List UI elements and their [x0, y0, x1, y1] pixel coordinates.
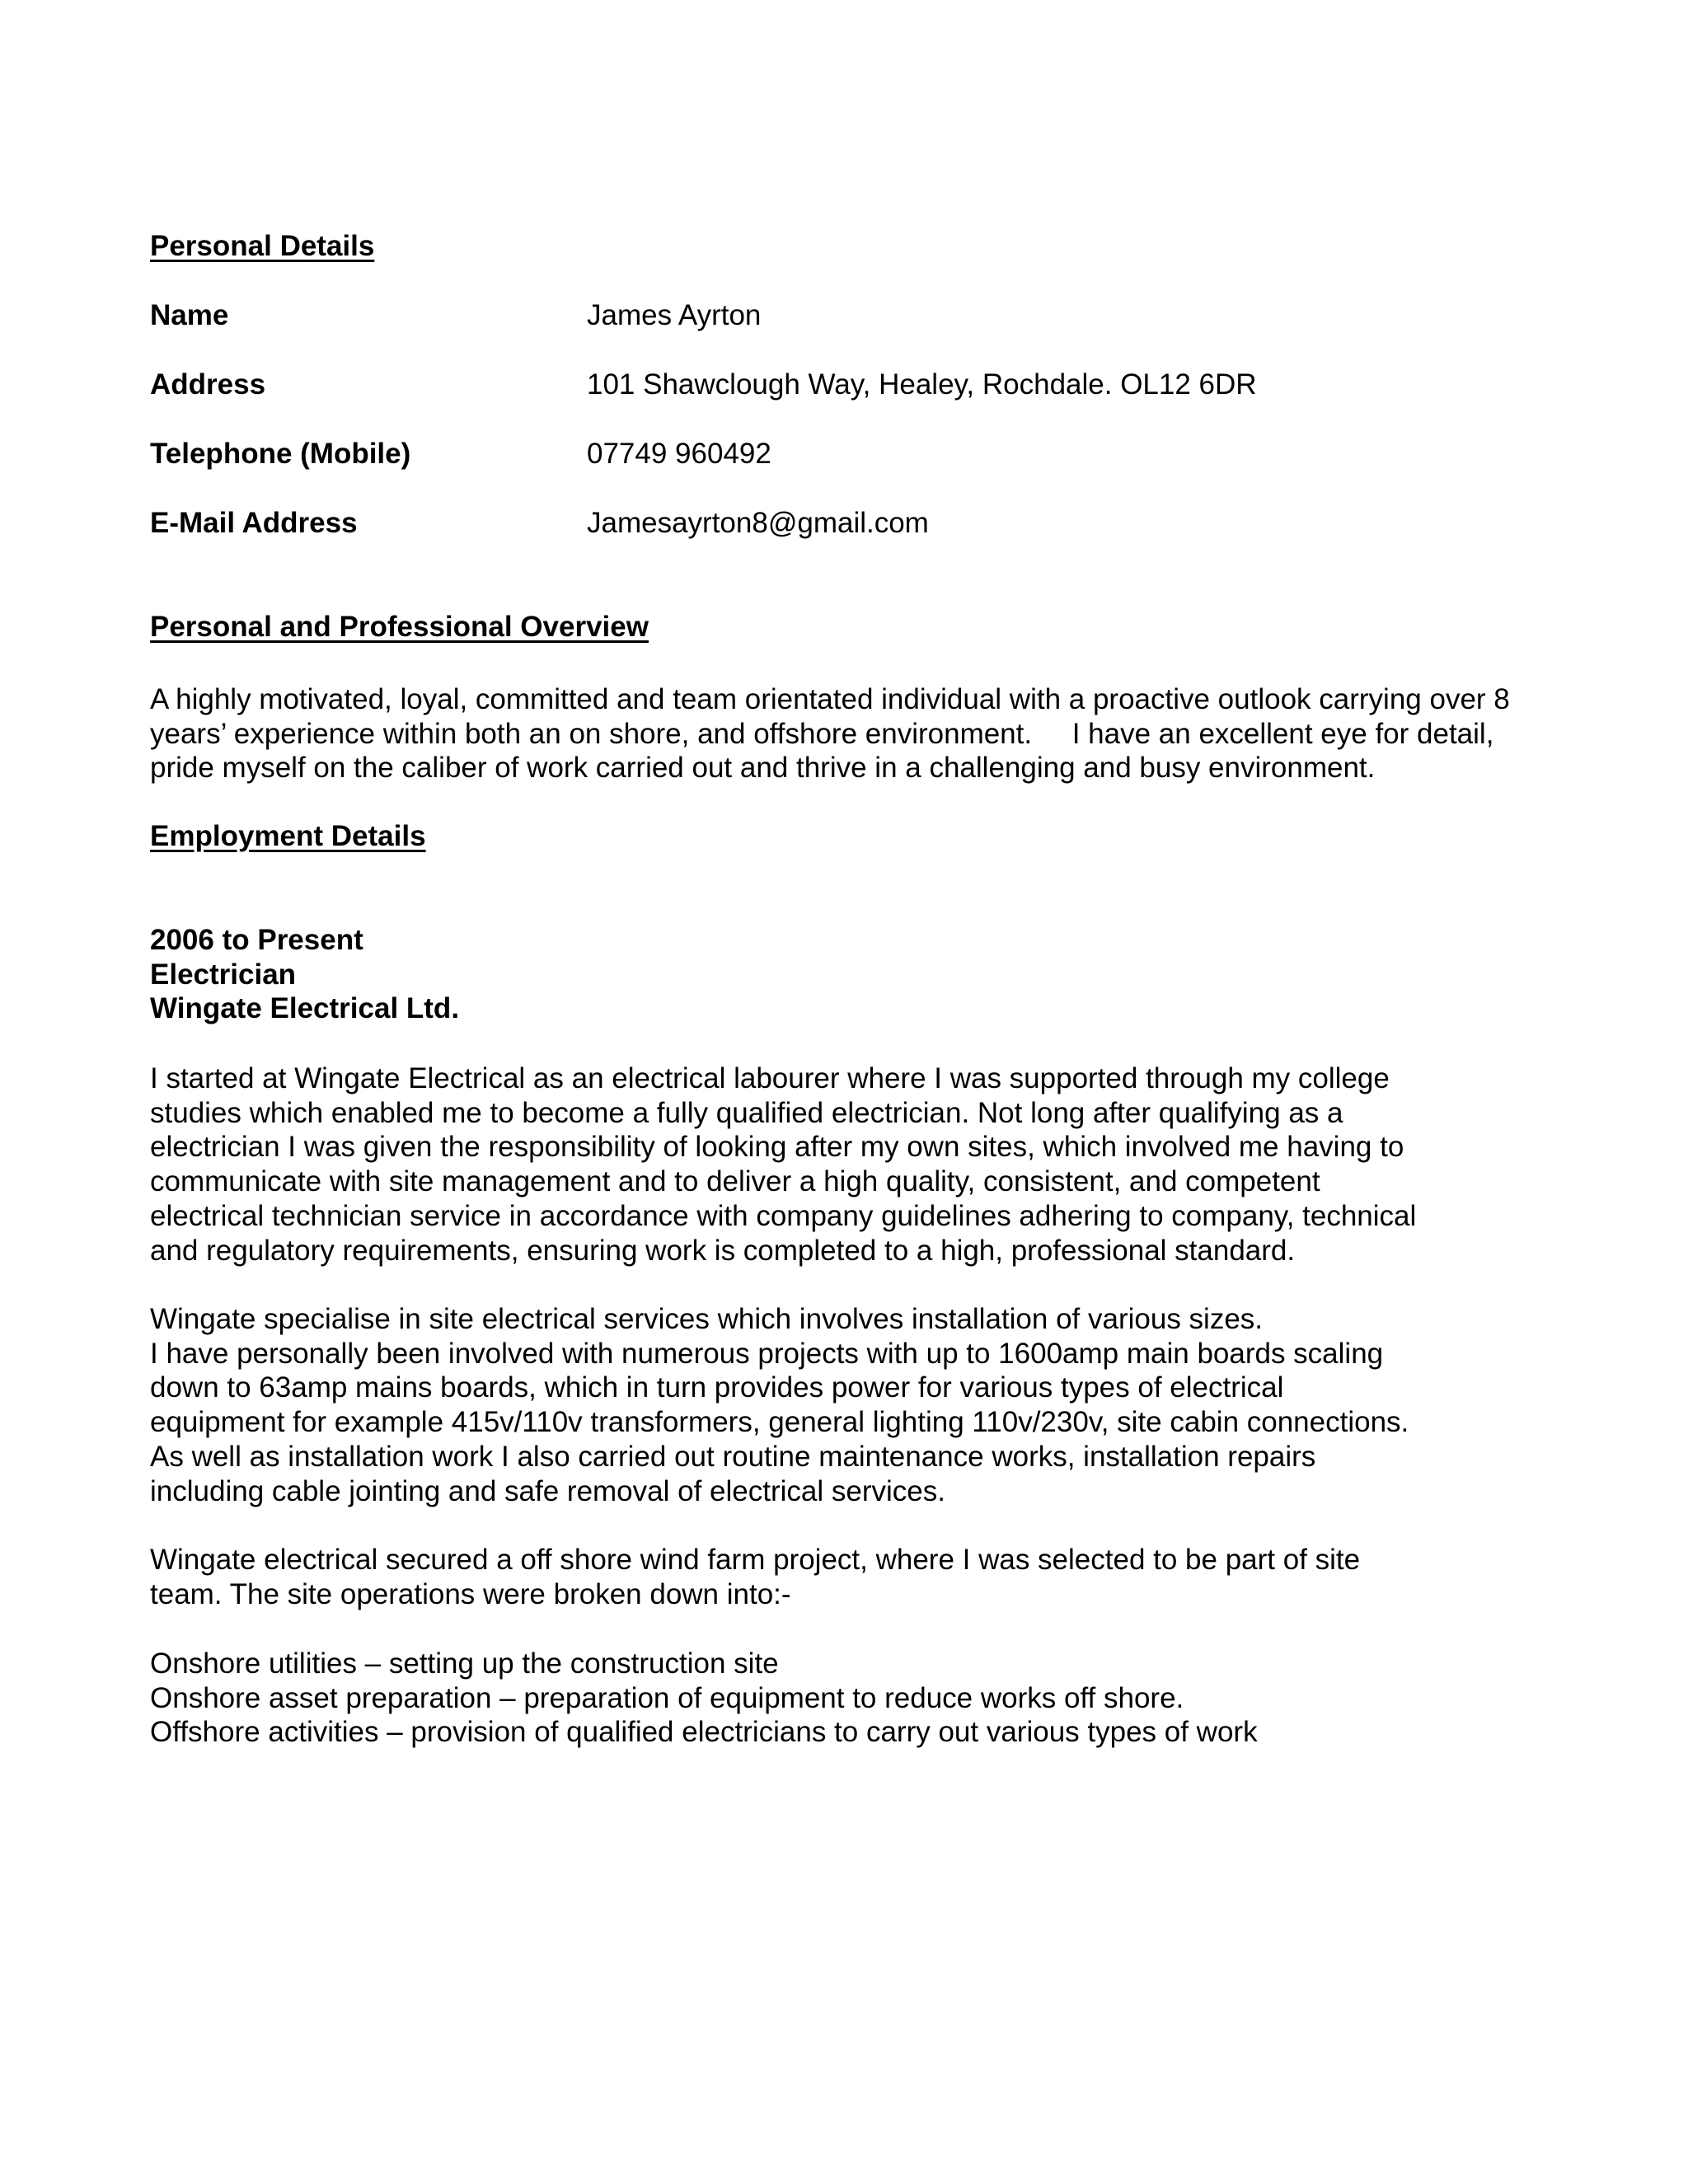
email-label: E-Mail Address [150, 507, 358, 539]
paragraph-line: I have personally been involved with numerous projects with up to 1600amp main boards scaling [150, 1337, 1384, 1370]
paragraph-line: including cable jointing and safe removal of electrical services. [150, 1474, 945, 1507]
address-label: Address [150, 368, 266, 401]
name-label: Name [150, 299, 229, 331]
paragraph-line: down to 63amp mains boards, which in turn provides power for various types of electrical [150, 1371, 1284, 1404]
operation-item: Offshore activities – provision of qualified electricians to carry out various types of work [150, 1716, 1258, 1749]
paragraph-line: Wingate electrical secured a off shore wind farm project, where I was selected to be part of site [150, 1544, 1361, 1576]
overview-line: A highly motivated, loyal, committed and team orientated individual with a proactive outlook carrying over 8 [150, 683, 1510, 715]
overview-heading: Personal and Professional Overview [150, 611, 649, 643]
telephone-label: Telephone (Mobile) [150, 438, 411, 470]
job-period: 2006 to Present [150, 924, 363, 956]
paragraph-line: As well as installation work I also carried out routine maintenance works, installation repairs [150, 1440, 1316, 1473]
employment-paragraph-3 [150, 1543, 1584, 1611]
overview-line: years’ experience within both an on shore, and offshore environment. I have an excellent eye for detail, [150, 717, 1494, 750]
address-value: 101 Shawclough Way, Healey, Rochdale. OL12 6DR [587, 368, 1257, 401]
paragraph-line: I started at Wingate Electrical as an electrical labourer where I was supported through my college [150, 1062, 1390, 1094]
job-company: Wingate Electrical Ltd. [150, 992, 460, 1025]
employment-paragraph-2 [150, 1302, 1584, 1508]
personal-details-heading: Personal Details [150, 230, 375, 262]
paragraph-line: electrician I was given the responsibility of looking after my own sites, which involved me having to [150, 1131, 1404, 1164]
job-header [150, 923, 1584, 1026]
paragraph-line: and regulatory requirements, ensuring work is completed to a high, professional standard. [150, 1234, 1296, 1267]
overview-paragraph [150, 682, 1584, 785]
operation-item: Onshore utilities – setting up the construction site [150, 1647, 779, 1680]
paragraph-line: electrical technician service in accordance with company guidelines adhering to company, technical [150, 1199, 1417, 1232]
site-operations-list [150, 1647, 1584, 1750]
telephone-value: 07749 960492 [587, 438, 771, 470]
paragraph-line: Wingate specialise in site electrical services which involves installation of various sizes. [150, 1303, 1264, 1335]
paragraph-line: studies which enabled me to become a fully qualified electrician. Not long after qualifying as a [150, 1096, 1343, 1129]
employment-paragraph-1 [150, 1062, 1584, 1268]
operation-item: Onshore asset preparation – preparation of equipment to reduce works off shore. [150, 1681, 1184, 1714]
paragraph-line: communicate with site management and to deliver a high quality, consistent, and competent [150, 1165, 1320, 1198]
paragraph-line: equipment for example 415v/110v transformers, general lighting 110v/230v, site cabin connections. [150, 1406, 1409, 1439]
email-value: Jamesayrton8@gmail.com [587, 507, 929, 539]
paragraph-line: team. The site operations were broken down into:- [150, 1577, 791, 1610]
overview-line: pride myself on the caliber of work carried out and thrive in a challenging and busy environment. [150, 752, 1376, 785]
employment-heading: Employment Details [150, 820, 426, 852]
job-role: Electrician [150, 958, 297, 991]
name-value: James Ayrton [587, 299, 762, 331]
